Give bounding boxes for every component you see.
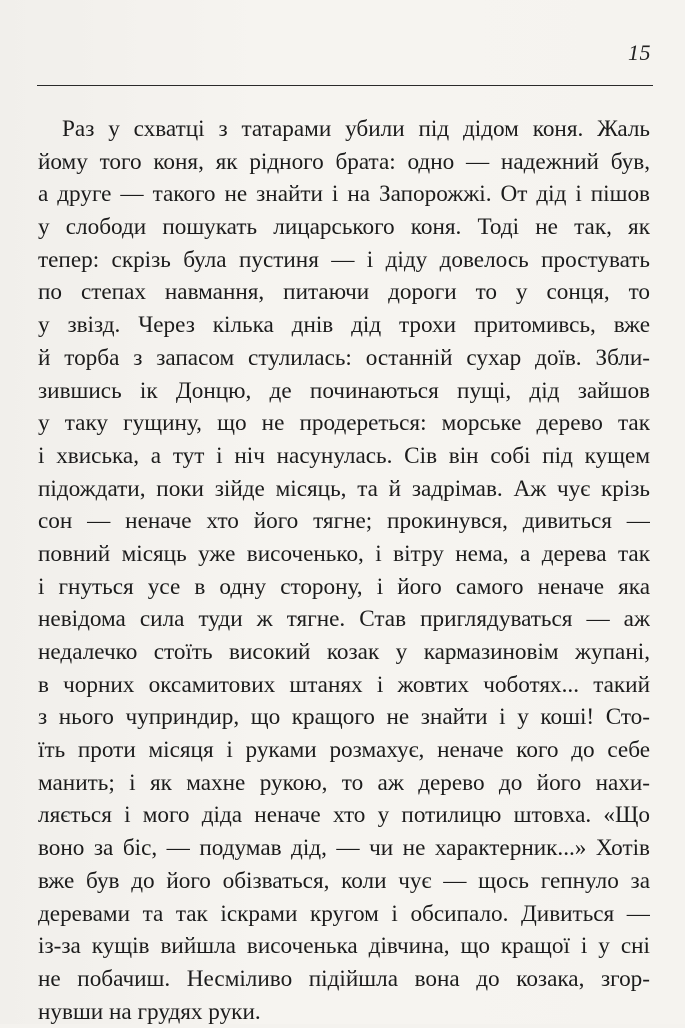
text-line: повний місяць уже височенько, і вітру нема, а дерева так xyxy=(38,540,650,567)
text-line: сон — неначе хто його тягне; прокинувся, дивиться — xyxy=(38,508,650,535)
text-line: а друге — такого не знайти і на Запорожжі. От дід і пішов xyxy=(38,181,650,208)
text-line: по степах навмання, питаючи дороги то у сонця, то xyxy=(38,279,650,306)
text-line: недалечко стоїть високий козак у кармазиновім жупані, xyxy=(38,639,650,665)
header-rule xyxy=(37,85,653,86)
text-line: йому того коня, як рідного брата: одно — надежний був, xyxy=(38,148,650,175)
text-line: невідома сила туди ж тягне. Став приглядуваться — аж xyxy=(38,606,650,633)
text-line: воно за біс, — подумав дід, — чи не характерник...» Хотів xyxy=(38,835,650,862)
text-line: й торба з запасом стулилась: останній сухар доїв. Збли- xyxy=(38,344,650,371)
text-line: деревами та так іскрами кругом і обсипало. Дивиться — xyxy=(38,900,650,927)
text-line: тепер: скрізь була пустиня — і діду довелось простувать xyxy=(38,246,650,273)
text-body xyxy=(38,113,650,1028)
text-line: в чорних оксамитових штанях і жовтих чоботях... такий xyxy=(38,671,650,698)
text-line: з нього чуприндир, що кращого не знайти і у коші! Сто- xyxy=(38,704,650,731)
page-number: 15 xyxy=(628,40,651,65)
text-line: манить; і як махне рукою, то аж дерево до його нахи- xyxy=(38,769,650,796)
text-line: Раз у схватці з татарами убили під дідом коня. Жаль xyxy=(62,116,650,142)
text-line: зившись ік Донцю, де починаються пущі, дід зайшов xyxy=(38,377,650,404)
text-line: вже був до його обізваться, коли чує — щось гепнуло за xyxy=(38,867,650,894)
text-line: їть проти місяця і руками розмахує, неначе кого до себе xyxy=(38,737,650,764)
text-line: у звізд. Через кілька днів дід трохи притомивсь, вже xyxy=(38,312,650,339)
text-line: і гнуться усе в одну сторону, і його самого неначе яка xyxy=(38,573,650,600)
text-line: у таку гущину, що не продереться: морське дерево так xyxy=(38,410,650,437)
text-line: не побачиш. Несміливо підійшла вона до козака, згор- xyxy=(38,965,650,992)
text-line: підождати, поки зійде місяць, та й задрімав. Аж чує крізь xyxy=(38,475,650,502)
text-line: нувши на грудях руки. xyxy=(38,998,261,1025)
text-line: із-за кущів вийшла височенька дівчина, що кращої і у сні xyxy=(38,933,650,960)
text-line: і хвиська, а тут і ніч насунулась. Сів він собі під кущем xyxy=(38,442,650,469)
text-line: у слободи пошукать лицарського коня. Тоді не так, як xyxy=(38,214,650,241)
text-line: ляється і мого діда неначе хто у потилицю штовха. «Що xyxy=(38,802,650,829)
